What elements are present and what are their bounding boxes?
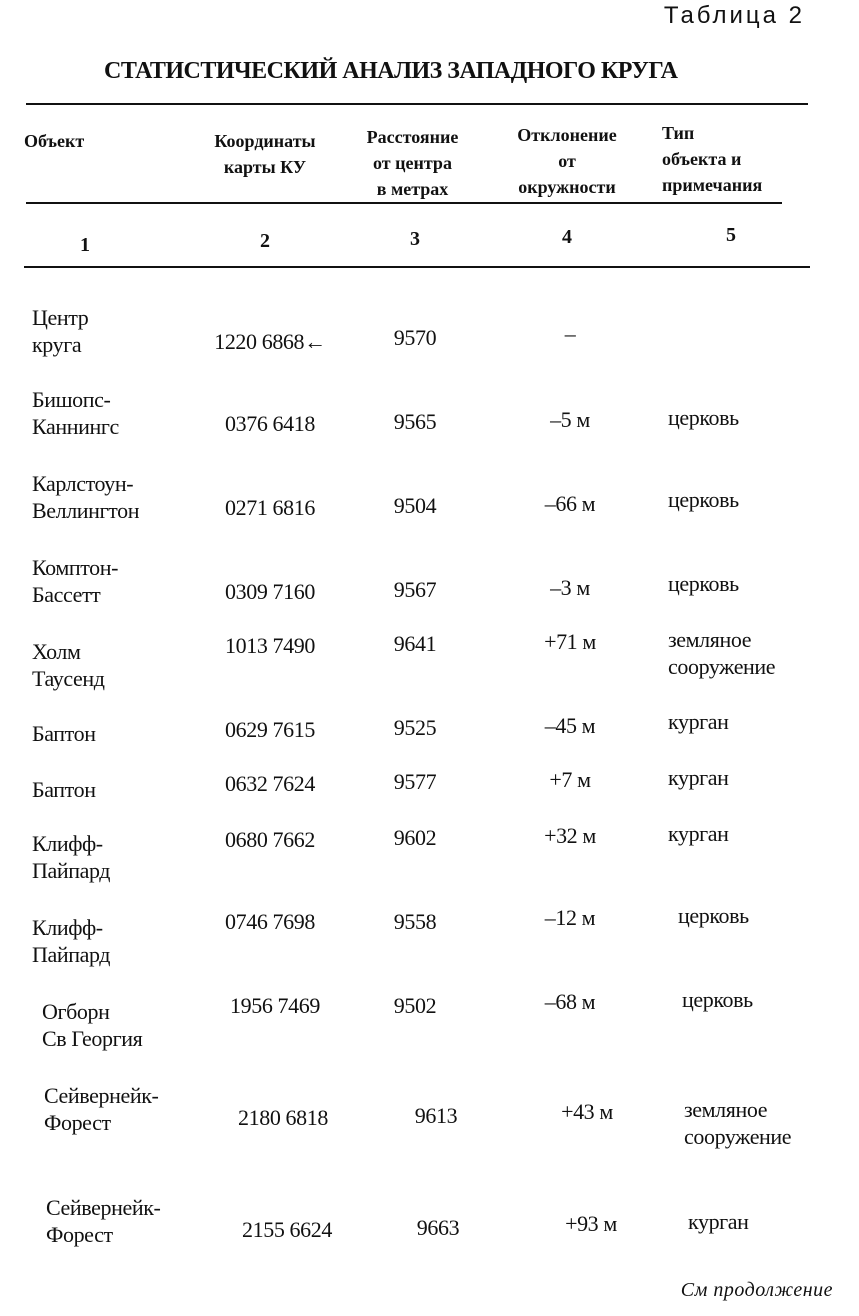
column-number-2: 2 bbox=[260, 230, 270, 252]
table-cell-type: церковь bbox=[678, 903, 749, 928]
table-cell-distance: 9504 bbox=[393, 493, 437, 518]
table-cell-coords: 0629 7615 bbox=[225, 717, 315, 742]
table-cell-type: земляное сооружение bbox=[668, 627, 776, 679]
continued-footnote: См продолжение bbox=[680, 1279, 833, 1301]
header-rule bbox=[26, 202, 782, 204]
table-cell-type: церковь bbox=[682, 987, 753, 1012]
table-cell-coords: 1013 7490 bbox=[225, 633, 315, 658]
column-header-object: Объект bbox=[24, 131, 85, 151]
table-cell-deviation: +7 м bbox=[549, 767, 591, 792]
table-cell-coords: 0746 7698 bbox=[225, 909, 315, 934]
table-cell-type: церковь bbox=[668, 487, 739, 512]
table-cell-distance: 9502 bbox=[393, 993, 437, 1018]
table-cell-deviation: +93 м bbox=[565, 1211, 617, 1236]
column-number-5: 5 bbox=[726, 224, 736, 246]
table-cell-object: Бишопс- Каннингс bbox=[32, 387, 119, 439]
numbers-rule bbox=[24, 266, 810, 268]
table-title: СТАТИСТИЧЕСКИЙ АНАЛИЗ ЗАПАДНОГО КРУГА bbox=[104, 58, 678, 84]
table-cell-coords: 2180 6818 bbox=[238, 1105, 328, 1130]
table-cell-coords: 1956 7469 bbox=[230, 993, 320, 1018]
table-cell-coords: 0680 7662 bbox=[225, 827, 315, 852]
table-cell-deviation: –3 м bbox=[550, 575, 590, 600]
table-cell-deviation: –5 м bbox=[550, 407, 590, 432]
table-cell-coords: 1220 6868← bbox=[214, 329, 326, 354]
table-cell-deviation: –66 м bbox=[544, 491, 596, 516]
table-cell-distance: 9565 bbox=[393, 409, 437, 434]
top-rule bbox=[26, 103, 808, 105]
table-cell-object: Комптон- Бассетт bbox=[32, 555, 119, 607]
table-cell-type: курган bbox=[688, 1209, 749, 1234]
table-cell-object: Баптон bbox=[32, 777, 96, 802]
table-cell-object: Баптон bbox=[32, 721, 96, 746]
table-cell-distance: 9570 bbox=[393, 325, 437, 350]
table-cell-distance: 9663 bbox=[416, 1215, 460, 1240]
table-cell-distance: 9525 bbox=[393, 715, 437, 740]
table-cell-type: курган bbox=[668, 765, 729, 790]
column-number-1: 1 bbox=[80, 234, 90, 256]
table-cell-deviation: –45 м bbox=[544, 713, 596, 738]
table-cell-object: Сейвернейк- Форест bbox=[46, 1195, 161, 1247]
table-cell-coords: 2155 6624 bbox=[242, 1217, 332, 1242]
table-cell-object: Центр круга bbox=[32, 305, 89, 357]
column-header-deviation: Отклонение от окружности bbox=[517, 125, 617, 197]
table-cell-object: Карлстоун- Веллингтон bbox=[32, 471, 140, 523]
table-cell-object: Огборн Св Георгия bbox=[42, 999, 143, 1051]
table-cell-object: Холм Таусенд bbox=[32, 639, 105, 691]
table-cell-coords: 0376 6418 bbox=[225, 411, 315, 436]
table-cell-object: Клифф- Пайпард bbox=[32, 831, 111, 883]
table-cell-deviation: –68 м bbox=[544, 989, 596, 1014]
table-cell-type: земляное сооружение bbox=[684, 1097, 792, 1149]
table-cell-type: церковь bbox=[668, 571, 739, 596]
table-cell-deviation: +71 м bbox=[544, 629, 596, 654]
table-cell-distance: 9577 bbox=[393, 769, 437, 794]
table-cell-deviation: –12 м bbox=[544, 905, 596, 930]
table-cell-distance: 9558 bbox=[393, 909, 437, 934]
table-cell-coords: 0632 7624 bbox=[225, 771, 315, 796]
table-number-label: Таблица 2 bbox=[663, 2, 805, 29]
table-cell-object: Клифф- Пайпард bbox=[32, 915, 111, 967]
table-cell-coords: 0271 6816 bbox=[225, 495, 315, 520]
column-header-coordinates: Координаты карты КУ bbox=[214, 131, 316, 177]
table-cell-type: курган bbox=[668, 709, 729, 734]
column-header-distance: Расстояние от центра в метрах bbox=[366, 127, 459, 199]
table-cell-type: курган bbox=[668, 821, 729, 846]
table-cell-deviation: – bbox=[564, 321, 576, 346]
table-cell-type: церковь bbox=[668, 405, 739, 430]
table-cell-distance: 9567 bbox=[393, 577, 437, 602]
column-number-4: 4 bbox=[562, 226, 572, 248]
table-cell-coords: 0309 7160 bbox=[225, 579, 315, 604]
table-cell-object: Сейвернейк- Форест bbox=[44, 1083, 159, 1135]
table-cell-deviation: +43 м bbox=[561, 1099, 613, 1124]
column-header-type: Тип объекта и примечания bbox=[662, 123, 763, 195]
column-number-3: 3 bbox=[410, 228, 420, 250]
table-cell-distance: 9602 bbox=[393, 825, 437, 850]
table-cell-distance: 9641 bbox=[393, 631, 437, 656]
table-cell-distance: 9613 bbox=[414, 1103, 458, 1128]
table-cell-deviation: +32 м bbox=[544, 823, 596, 848]
